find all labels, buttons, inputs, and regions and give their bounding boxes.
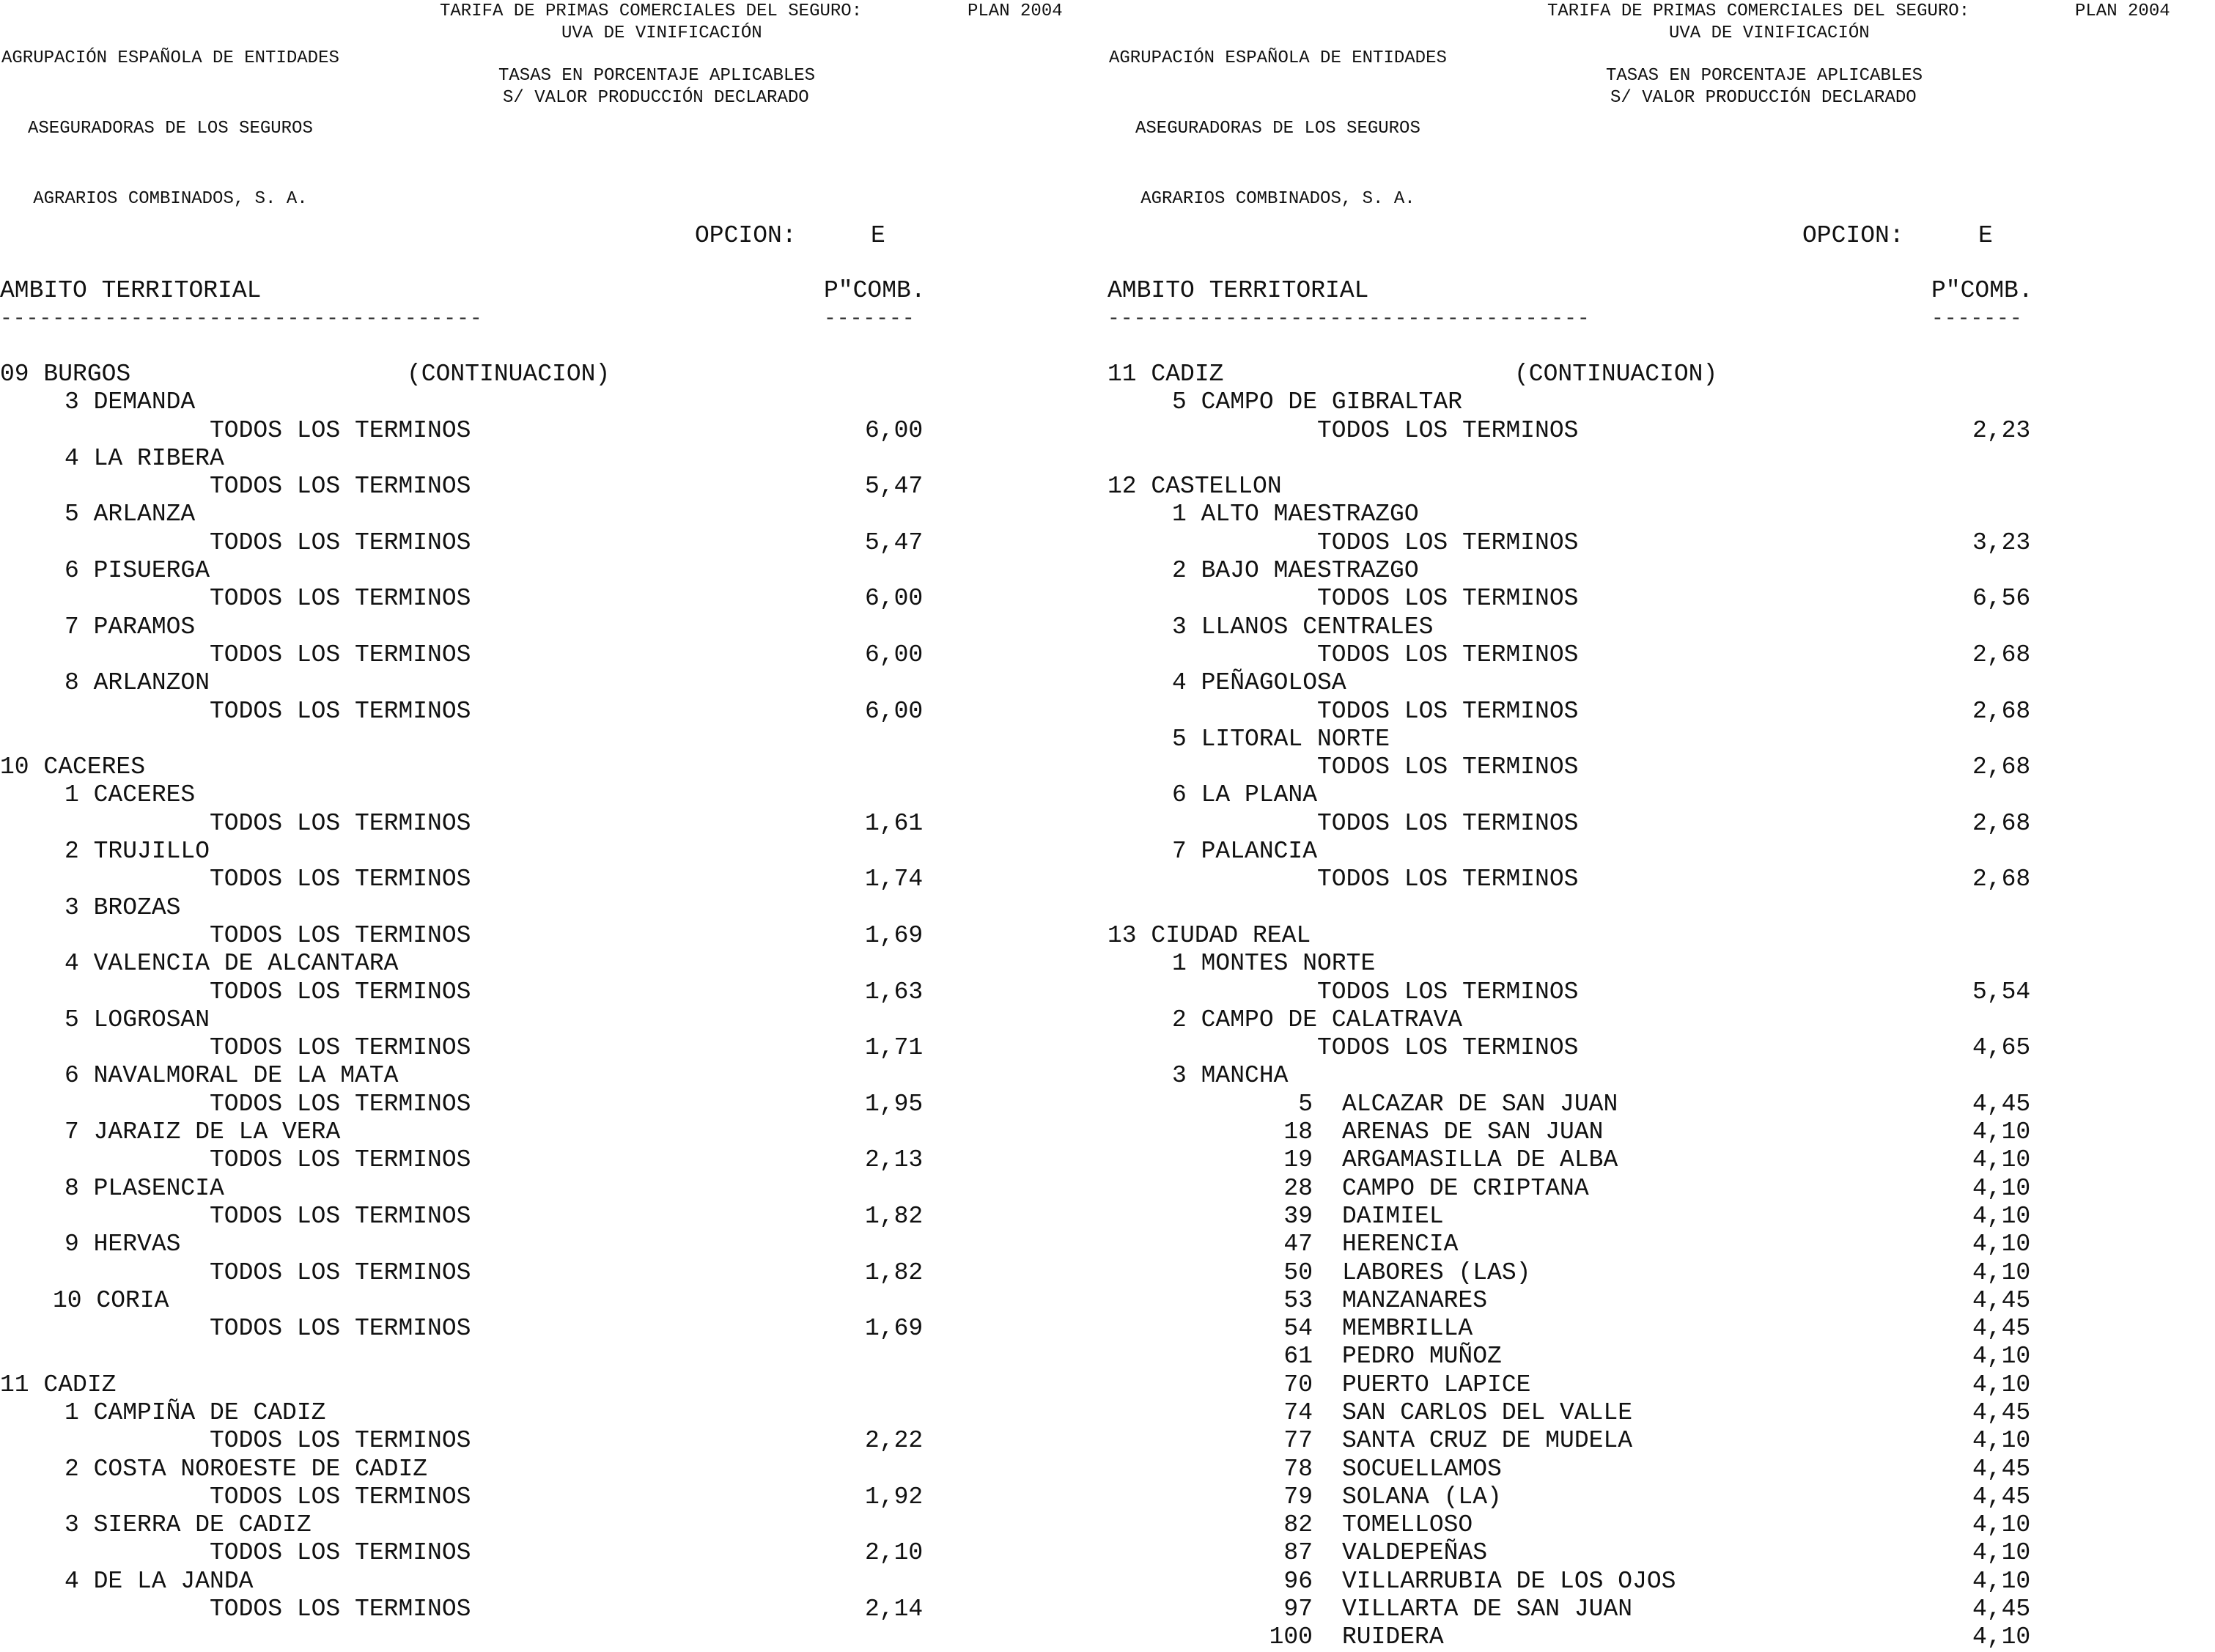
terms-row	[1108, 810, 2215, 838]
region-row	[0, 894, 1108, 922]
region-row	[1108, 838, 2215, 866]
pcomb-rule: -------	[1931, 308, 2023, 331]
region-name: 6 PISUERGA	[65, 557, 210, 585]
municipality-row	[1108, 1623, 2215, 1651]
blank-row	[1108, 445, 2215, 473]
municipality-code: 79	[1283, 1483, 1313, 1511]
pcomb-header: P"COMB.	[824, 277, 926, 304]
opcion-value: E	[1978, 222, 1993, 249]
terms-row	[1108, 417, 2215, 445]
rate-value: 4,65	[1972, 1034, 2031, 1062]
region-row	[1108, 501, 2215, 528]
org-name	[1109, 0, 1447, 258]
province-name: 12 CASTELLON	[1108, 473, 1282, 501]
municipality-row	[1108, 1315, 2215, 1343]
region-row	[1108, 557, 2215, 585]
terms-row	[0, 1539, 1108, 1567]
terms-label: TODOS LOS TERMINOS	[1317, 697, 1579, 725]
terms-row	[0, 529, 1108, 557]
rate-value: 1,74	[865, 866, 924, 893]
province-name: 09 BURGOS	[0, 361, 131, 388]
region-row	[1108, 950, 2215, 978]
rate-value: 4,45	[1972, 1090, 2031, 1118]
terms-label: TODOS LOS TERMINOS	[210, 416, 471, 444]
rate-value: 3,23	[1972, 528, 2031, 556]
org-line: AGRUPACIÓN ESPAÑOLA DE ENTIDADES	[1109, 48, 1447, 68]
terms-label: TODOS LOS TERMINOS	[210, 1146, 471, 1174]
municipality-row	[1108, 1371, 2215, 1399]
region-name: 1 ALTO MAESTRAZGO	[1172, 501, 1419, 528]
municipality-name: SOCUELLAMOS	[1342, 1455, 1502, 1483]
plan-label: PLAN 2004	[968, 1, 1063, 21]
region-name: 1 CACERES	[65, 781, 196, 809]
municipality-row	[1108, 1568, 2215, 1596]
terms-label: TODOS LOS TERMINOS	[210, 641, 471, 668]
rate-value: 2,68	[1972, 641, 2031, 668]
terms-label: TODOS LOS TERMINOS	[1317, 416, 1579, 444]
terms-row	[0, 698, 1108, 726]
terms-label: TODOS LOS TERMINOS	[210, 1596, 471, 1623]
pcomb-rule: -------	[824, 308, 915, 331]
rate-value: 4,10	[1972, 1511, 2031, 1539]
terms-label: TODOS LOS TERMINOS	[210, 1483, 471, 1511]
terms-label: TODOS LOS TERMINOS	[210, 866, 471, 893]
region-name: 5 ARLANZA	[65, 501, 196, 528]
region-row	[0, 1287, 1108, 1315]
terms-label: TODOS LOS TERMINOS	[1317, 753, 1579, 781]
region-row	[0, 388, 1108, 416]
rate-value: 2,68	[1972, 753, 2031, 781]
rate-value: 4,10	[1972, 1231, 2031, 1258]
region-name: 3 MANCHA	[1172, 1062, 1289, 1090]
region-row	[0, 1568, 1108, 1596]
municipality-code: 78	[1283, 1455, 1313, 1483]
rate-value: 2,22	[865, 1427, 924, 1455]
terms-row	[0, 810, 1108, 838]
terms-row	[0, 1483, 1108, 1511]
rate-value: 5,54	[1972, 978, 2031, 1006]
org-line: ASEGURADORAS DE LOS SEGUROS	[1135, 119, 1420, 139]
region-row	[0, 1175, 1108, 1203]
rate-value: 4,10	[1972, 1258, 2031, 1286]
terms-row	[1108, 698, 2215, 726]
municipality-name: PUERTO LAPICE	[1342, 1371, 1531, 1398]
continuation-label: (CONTINUACION)	[1514, 361, 1718, 388]
region-name: 4 DE LA JANDA	[65, 1567, 254, 1595]
municipality-code: 96	[1283, 1567, 1313, 1595]
terms-label: TODOS LOS TERMINOS	[210, 1539, 471, 1567]
terms-label: TODOS LOS TERMINOS	[210, 1202, 471, 1230]
rate-value: 1,61	[865, 809, 924, 837]
province-name: 11 CADIZ	[0, 1371, 117, 1398]
rate-value: 4,10	[1972, 1567, 2031, 1595]
rate-value: 2,68	[1972, 866, 2031, 893]
rate-value: 6,56	[1972, 585, 2031, 613]
org-line: AGRUPACIÓN ESPAÑOLA DE ENTIDADES	[1, 48, 339, 68]
region-name: 8 ARLANZON	[65, 669, 210, 697]
region-name: 2 TRUJILLO	[65, 838, 210, 866]
rate-value: 2,13	[865, 1146, 924, 1174]
rate-value: 2,23	[1972, 416, 2031, 444]
terms-label: TODOS LOS TERMINOS	[1317, 585, 1579, 613]
pcomb-header: P"COMB.	[1931, 277, 2033, 304]
province-name: 10 CACERES	[0, 753, 146, 781]
org-line: AGRARIOS COMBINADOS, S. A.	[33, 189, 308, 209]
rate-value: 6,00	[865, 641, 924, 668]
region-row	[0, 445, 1108, 473]
region-row	[0, 1006, 1108, 1034]
tarifa-title: TARIFA DE PRIMAS COMERCIALES DEL SEGURO:	[1547, 1, 1970, 21]
municipality-name: VILLARRUBIA DE LOS OJOS	[1342, 1567, 1676, 1595]
terms-row	[1108, 585, 2215, 613]
province-row	[0, 1371, 1108, 1399]
terms-row	[1108, 866, 2215, 893]
terms-row	[0, 1315, 1108, 1343]
rate-value: 2,68	[1972, 697, 2031, 725]
ambito-rule: -------------------------------------	[0, 308, 483, 331]
crop-name: UVA DE VINIFICACIÓN	[561, 23, 762, 43]
region-name: 2 BAJO MAESTRAZGO	[1172, 557, 1419, 585]
municipality-name: VILLARTA DE SAN JUAN	[1342, 1596, 1633, 1623]
terms-row	[0, 1034, 1108, 1062]
blank-row	[1108, 894, 2215, 922]
terms-label: TODOS LOS TERMINOS	[210, 1090, 471, 1118]
region-name: 10 CORIA	[53, 1286, 169, 1314]
terms-row	[1108, 753, 2215, 781]
region-row	[0, 1399, 1108, 1427]
region-row	[1108, 1062, 2215, 1090]
opcion-label: OPCION:	[695, 222, 797, 249]
rate-value: 1,95	[865, 1090, 924, 1118]
terms-row	[0, 1146, 1108, 1174]
region-name: 3 BROZAS	[65, 893, 181, 921]
rate-value: 1,82	[865, 1258, 924, 1286]
region-name: 2 CAMPO DE CALATRAVA	[1172, 1006, 1463, 1033]
terms-row	[0, 1259, 1108, 1287]
rate-value: 1,82	[865, 1202, 924, 1230]
rate-value: 2,68	[1972, 809, 2031, 837]
municipality-name: ARENAS DE SAN JUAN	[1342, 1118, 1604, 1146]
region-row	[1108, 726, 2215, 753]
terms-row	[0, 417, 1108, 445]
municipality-name: RUIDERA	[1342, 1623, 1444, 1651]
region-row	[0, 501, 1108, 528]
terms-row	[0, 922, 1108, 950]
plan-label: PLAN 2004	[2075, 1, 2170, 21]
region-name: 7 JARAIZ DE LA VERA	[65, 1118, 341, 1146]
rate-value: 6,00	[865, 697, 924, 725]
municipality-name: SOLANA (LA)	[1342, 1483, 1502, 1511]
terms-row	[0, 1427, 1108, 1455]
rate-value: 4,10	[1972, 1118, 2031, 1146]
municipality-name: LABORES (LAS)	[1342, 1258, 1531, 1286]
rate-value: 4,10	[1972, 1202, 2031, 1230]
terms-label: TODOS LOS TERMINOS	[210, 697, 471, 725]
crop-name: UVA DE VINIFICACIÓN	[1669, 23, 1870, 43]
municipality-row	[1108, 1399, 2215, 1427]
rate-value: 4,10	[1972, 1174, 2031, 1202]
municipality-row	[1108, 1203, 2215, 1231]
region-row	[0, 557, 1108, 585]
region-row	[0, 1511, 1108, 1539]
municipality-code: 53	[1283, 1286, 1313, 1314]
rate-value: 6,00	[865, 585, 924, 613]
rate-value: 2,10	[865, 1539, 924, 1567]
province-row	[1108, 922, 2215, 950]
terms-row	[1108, 978, 2215, 1006]
terms-label: TODOS LOS TERMINOS	[1317, 809, 1579, 837]
terms-label: TODOS LOS TERMINOS	[210, 528, 471, 556]
rate-value: 4,10	[1972, 1343, 2031, 1371]
municipality-code: 39	[1283, 1202, 1313, 1230]
municipality-code: 47	[1283, 1231, 1313, 1258]
municipality-row	[1108, 1231, 2215, 1258]
region-name: 4 VALENCIA DE ALCANTARA	[65, 950, 399, 978]
rate-value: 4,10	[1972, 1623, 2031, 1651]
region-row	[0, 1062, 1108, 1090]
rate-value: 1,63	[865, 978, 924, 1006]
municipality-row	[1108, 1118, 2215, 1146]
terms-label: TODOS LOS TERMINOS	[210, 978, 471, 1006]
terms-label: TODOS LOS TERMINOS	[1317, 528, 1579, 556]
region-row	[1108, 669, 2215, 697]
ambito-header: AMBITO TERRITORIAL	[0, 277, 262, 304]
terms-row	[0, 866, 1108, 893]
municipality-row	[1108, 1539, 2215, 1567]
province-row	[0, 361, 1108, 388]
opcion-label: OPCION:	[1802, 222, 1904, 249]
region-name: 4 LA RIBERA	[65, 444, 224, 472]
municipality-row	[1108, 1146, 2215, 1174]
municipality-code: 5	[1298, 1090, 1313, 1118]
terms-label: TODOS LOS TERMINOS	[210, 1315, 471, 1343]
municipality-name: VALDEPEÑAS	[1342, 1539, 1488, 1567]
municipality-name: PEDRO MUÑOZ	[1342, 1343, 1502, 1371]
municipality-row	[1108, 1456, 2215, 1483]
tasas-line-1: TASAS EN PORCENTAJE APLICABLES	[1606, 66, 1923, 86]
municipality-row	[1108, 1287, 2215, 1315]
municipality-name: MEMBRILLA	[1342, 1315, 1473, 1343]
rate-value: 1,69	[865, 921, 924, 949]
rate-table-left	[0, 361, 1108, 1623]
region-name: 6 LA PLANA	[1172, 781, 1318, 809]
municipality-name: HERENCIA	[1342, 1231, 1459, 1258]
rate-value: 5,47	[865, 528, 924, 556]
province-name: 11 CADIZ	[1108, 361, 1224, 388]
terms-label: TODOS LOS TERMINOS	[1317, 978, 1579, 1006]
blank-row	[0, 1343, 1108, 1371]
region-name: 5 LITORAL NORTE	[1172, 725, 1390, 753]
municipality-name: SANTA CRUZ DE MUDELA	[1342, 1427, 1633, 1455]
municipality-code: 19	[1283, 1146, 1313, 1174]
region-name: 7 PARAMOS	[65, 613, 196, 641]
rate-value: 2,14	[865, 1596, 924, 1623]
municipality-code: 61	[1283, 1343, 1313, 1371]
ambito-rule: -------------------------------------	[1108, 308, 1591, 331]
municipality-row	[1108, 1483, 2215, 1511]
blank-row	[0, 726, 1108, 753]
municipality-code: 74	[1283, 1398, 1313, 1426]
municipality-code: 54	[1283, 1315, 1313, 1343]
municipality-code: 100	[1269, 1623, 1313, 1651]
region-name: 3 LLANOS CENTRALES	[1172, 613, 1434, 641]
terms-label: TODOS LOS TERMINOS	[210, 1034, 471, 1062]
region-row	[0, 1118, 1108, 1146]
terms-row	[0, 1203, 1108, 1231]
municipality-code: 97	[1283, 1596, 1313, 1623]
continuation-label: (CONTINUACION)	[407, 361, 611, 388]
tasas-line-2: S/ VALOR PRODUCCIÓN DECLARADO	[1610, 88, 1917, 108]
region-name: 9 HERVAS	[65, 1231, 181, 1258]
municipality-row	[1108, 1175, 2215, 1203]
rate-value: 1,71	[865, 1034, 924, 1062]
region-row	[1108, 388, 2215, 416]
rate-value: 4,10	[1972, 1371, 2031, 1398]
page-right	[1108, 0, 2215, 1651]
region-row	[0, 613, 1108, 641]
region-name: 2 COSTA NOROESTE DE CADIZ	[65, 1455, 428, 1483]
municipality-row	[1108, 1259, 2215, 1287]
terms-row	[0, 473, 1108, 501]
region-name: 5 LOGROSAN	[65, 1006, 210, 1033]
terms-row	[1108, 529, 2215, 557]
tasas-line-2: S/ VALOR PRODUCCIÓN DECLARADO	[503, 88, 809, 108]
org-line: AGRARIOS COMBINADOS, S. A.	[1140, 189, 1415, 209]
rate-value: 4,45	[1972, 1455, 2031, 1483]
region-row	[0, 838, 1108, 866]
tarifa-title: TARIFA DE PRIMAS COMERCIALES DEL SEGURO:	[440, 1, 863, 21]
municipality-row	[1108, 1343, 2215, 1371]
terms-row	[1108, 1034, 2215, 1062]
municipality-name: CAMPO DE CRIPTANA	[1342, 1174, 1589, 1202]
municipality-row	[1108, 1511, 2215, 1539]
terms-label: TODOS LOS TERMINOS	[1317, 1034, 1579, 1062]
org-line: ASEGURADORAS DE LOS SEGUROS	[28, 119, 313, 139]
region-row	[0, 1231, 1108, 1258]
terms-label: TODOS LOS TERMINOS	[210, 585, 471, 613]
region-row	[1108, 613, 2215, 641]
municipality-row	[1108, 1427, 2215, 1455]
region-row	[0, 950, 1108, 978]
region-row	[1108, 1006, 2215, 1034]
municipality-row	[1108, 1091, 2215, 1118]
terms-label: TODOS LOS TERMINOS	[210, 473, 471, 501]
rate-value: 4,45	[1972, 1286, 2031, 1314]
tasas-line-1: TASAS EN PORCENTAJE APLICABLES	[498, 66, 816, 86]
municipality-code: 77	[1283, 1427, 1313, 1455]
rate-value: 1,92	[865, 1483, 924, 1511]
region-name: 3 DEMANDA	[65, 388, 196, 416]
region-name: 1 CAMPIÑA DE CADIZ	[65, 1398, 326, 1426]
rate-value: 4,10	[1972, 1146, 2031, 1174]
municipality-name: ARGAMASILLA DE ALBA	[1342, 1146, 1618, 1174]
municipality-name: MANZANARES	[1342, 1286, 1488, 1314]
page-left	[0, 0, 1108, 1645]
municipality-name: DAIMIEL	[1342, 1202, 1444, 1230]
terms-row	[0, 585, 1108, 613]
terms-label: TODOS LOS TERMINOS	[210, 921, 471, 949]
region-row	[0, 669, 1108, 697]
rate-value: 4,45	[1972, 1315, 2031, 1343]
municipality-name: SAN CARLOS DEL VALLE	[1342, 1398, 1633, 1426]
region-name: 6 NAVALMORAL DE LA MATA	[65, 1062, 399, 1090]
municipality-code: 87	[1283, 1539, 1313, 1567]
terms-row	[0, 978, 1108, 1006]
municipality-code: 18	[1283, 1118, 1313, 1146]
rate-value: 4,45	[1972, 1483, 2031, 1511]
terms-label: TODOS LOS TERMINOS	[210, 1258, 471, 1286]
municipality-row	[1108, 1596, 2215, 1623]
ambito-header: AMBITO TERRITORIAL	[1108, 277, 1369, 304]
municipality-name: TOMELLOSO	[1342, 1511, 1473, 1539]
region-row	[0, 1456, 1108, 1483]
rate-value: 1,69	[865, 1315, 924, 1343]
org-name	[1, 0, 339, 258]
rate-value: 4,10	[1972, 1427, 2031, 1455]
municipality-code: 70	[1283, 1371, 1313, 1398]
terms-label: TODOS LOS TERMINOS	[210, 809, 471, 837]
terms-label: TODOS LOS TERMINOS	[210, 1427, 471, 1455]
rate-value: 4,45	[1972, 1398, 2031, 1426]
terms-label: TODOS LOS TERMINOS	[1317, 641, 1579, 668]
province-row	[0, 753, 1108, 781]
terms-row	[0, 1091, 1108, 1118]
region-name: 5 CAMPO DE GIBRALTAR	[1172, 388, 1463, 416]
rate-value: 4,45	[1972, 1596, 2031, 1623]
region-name: 1 MONTES NORTE	[1172, 950, 1376, 978]
region-name: 8 PLASENCIA	[65, 1174, 224, 1202]
terms-row	[0, 641, 1108, 669]
region-row	[1108, 781, 2215, 809]
municipality-name: ALCAZAR DE SAN JUAN	[1342, 1090, 1618, 1118]
municipality-code: 50	[1283, 1258, 1313, 1286]
rate-value: 6,00	[865, 416, 924, 444]
region-name: 7 PALANCIA	[1172, 838, 1318, 866]
opcion-value: E	[871, 222, 885, 249]
terms-label: TODOS LOS TERMINOS	[1317, 866, 1579, 893]
terms-row	[1108, 641, 2215, 669]
municipality-code: 28	[1283, 1174, 1313, 1202]
province-name: 13 CIUDAD REAL	[1108, 921, 1311, 949]
municipality-code: 82	[1283, 1511, 1313, 1539]
region-name: 3 SIERRA DE CADIZ	[65, 1511, 312, 1539]
rate-value: 5,47	[865, 473, 924, 501]
rate-value: 4,10	[1972, 1539, 2031, 1567]
region-row	[0, 781, 1108, 809]
province-row	[1108, 361, 2215, 388]
terms-row	[0, 1596, 1108, 1623]
rate-table-right	[1108, 361, 2215, 1652]
region-name: 4 PEÑAGOLOSA	[1172, 669, 1346, 697]
province-row	[1108, 473, 2215, 501]
